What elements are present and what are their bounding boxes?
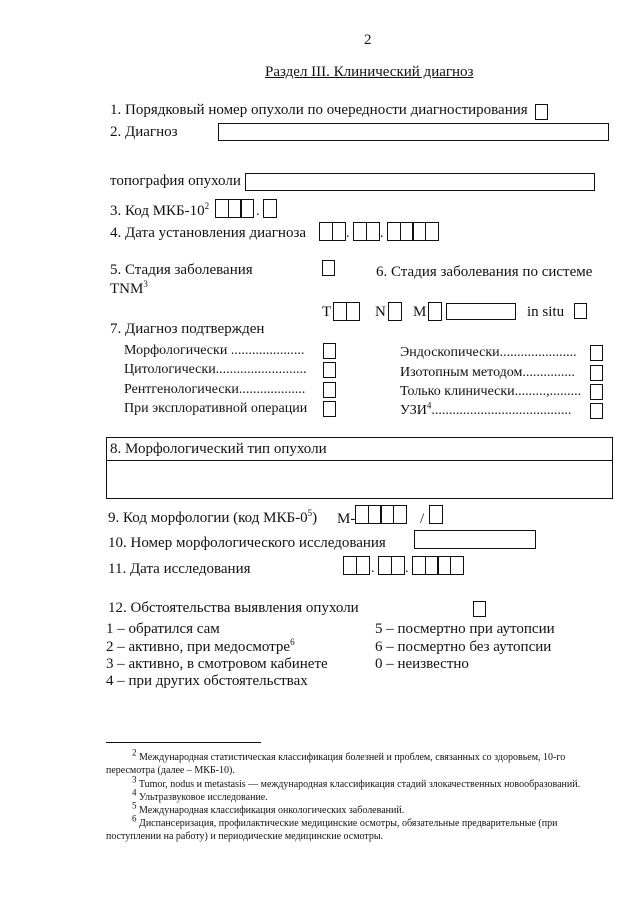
section-title: Раздел III. Клинический диагноз xyxy=(265,64,474,80)
confirm-ultrasound-label: УЗИ$^4$........................................ xyxy=(400,400,572,418)
item-5-label: 5. Стадия заболевания xyxy=(110,262,253,278)
footnote-2: $^2$ Международная статистическая классификация болезней и проблем, связанных со здоровьем, 10-го xyxy=(132,747,566,763)
study-date-year[interactable] xyxy=(412,556,462,575)
footnote-5: $^5$ Международная классификация онкологических заболеваний. xyxy=(132,800,405,816)
confirm-cytology-checkbox[interactable] xyxy=(323,362,336,378)
diagnosis-date-month[interactable] xyxy=(353,222,378,241)
item-6-label: 6. Стадия заболевания по системе xyxy=(376,264,593,280)
icd10-dot: . xyxy=(256,204,260,219)
confirm-isotope-label: Изотопным методом............... xyxy=(400,365,575,380)
confirm-morphology-label: Морфологически ..................... xyxy=(124,343,305,358)
item-10-label: 10. Номер морфологического исследования xyxy=(108,535,386,551)
topography-field[interactable] xyxy=(245,173,595,191)
study-date-month[interactable] xyxy=(378,556,403,575)
morphology-number-field[interactable] xyxy=(414,530,536,549)
confirm-endoscopy-label: Эндоскопически...................... xyxy=(400,345,577,360)
diagnosis-date-day[interactable] xyxy=(319,222,344,241)
date-dot: . xyxy=(380,226,384,241)
tnm-t-cells[interactable] xyxy=(333,302,358,321)
footnote-rule xyxy=(106,742,261,743)
diagnosis-field[interactable] xyxy=(218,123,609,141)
item-4-label: 4. Дата установления диагноза xyxy=(110,225,307,241)
confirm-surgery-checkbox[interactable] xyxy=(323,401,336,417)
footnote-4: $^4$ Ультразвуковое исследование. xyxy=(132,787,268,803)
option-6: 6 – посмертно без аутопсии xyxy=(375,639,552,655)
option-4: 4 – при других обстоятельствах xyxy=(106,673,308,689)
footnote-6: $^6$ Диспансеризация, профилактические медицинские осмотры, обязательные предварительные (при xyxy=(132,813,558,829)
item-7-label: 7. Диагноз подтвержден xyxy=(110,321,265,337)
confirm-isotope-checkbox[interactable] xyxy=(590,365,603,381)
in-situ-label: in situ xyxy=(527,304,565,320)
footnote-3: $^3$ Tumor, nodus и metastasis — международная классификация стадий злокачественных новообразований. xyxy=(132,774,581,790)
item-2-label: 2. Диагноз xyxy=(110,124,178,140)
confirm-clinical-checkbox[interactable] xyxy=(590,384,603,400)
tumor-order-checkbox[interactable] xyxy=(535,104,548,120)
tnm-m-field[interactable] xyxy=(446,303,516,320)
confirm-xray-label: Рентгенологически................... xyxy=(124,382,306,397)
morphology-type-divider xyxy=(107,460,612,461)
confirm-morphology-checkbox[interactable] xyxy=(323,343,336,359)
confirm-xray-checkbox[interactable] xyxy=(323,382,336,398)
tnm-m-cell[interactable] xyxy=(428,302,441,321)
footnote-2-cont: пересмотра (далее – МКБ-10). xyxy=(106,765,235,776)
tnm-n-label: N xyxy=(375,304,386,320)
option-1: 1 – обратился сам xyxy=(106,621,220,637)
morphology-code-slash: / xyxy=(420,511,425,527)
detection-checkbox[interactable] xyxy=(473,601,486,617)
morphology-code-prefix: M- xyxy=(337,511,356,527)
study-date-dot: . xyxy=(371,561,375,576)
morphology-code-cells[interactable] xyxy=(355,505,405,524)
date-dot: . xyxy=(346,226,350,241)
item-3-label: 3. Код МКБ-$10^2$ xyxy=(110,201,210,219)
item-8-label: 8. Морфологический тип опухоли xyxy=(110,441,327,457)
stage-checkbox[interactable] xyxy=(322,260,335,276)
item-1-label: 1. Порядковый номер опухоли по очередности диагностирования xyxy=(110,102,528,118)
confirm-endoscopy-checkbox[interactable] xyxy=(590,345,603,361)
topography-label: топография опухоли xyxy=(110,173,241,189)
morphology-behavior-cell[interactable] xyxy=(429,505,442,524)
tnm-n-cell[interactable] xyxy=(388,302,401,321)
item-11-label: 11. Дата исследования xyxy=(108,561,251,577)
option-5: 5 – посмертно при аутопсии xyxy=(375,621,555,637)
study-date-dot: . xyxy=(405,561,409,576)
icd10-code-cells[interactable] xyxy=(215,199,253,218)
tnm-m-label: M xyxy=(413,304,427,320)
icd10-subcode-cell[interactable] xyxy=(263,199,276,218)
in-situ-checkbox[interactable] xyxy=(574,303,587,319)
tnm-t-label: T xyxy=(322,304,332,320)
option-3: 3 – активно, в смотровом кабинете xyxy=(106,656,328,672)
confirm-cytology-label: Цитологически.......................... xyxy=(124,362,307,377)
page-number: 2 xyxy=(364,32,372,48)
confirm-ultrasound-checkbox[interactable] xyxy=(590,403,603,419)
study-date-day[interactable] xyxy=(343,556,368,575)
item-9-label: 9. Код морфологии (код МКБ-$0^5$) xyxy=(108,508,318,526)
confirm-clinical-label: Только клинически.........,......... xyxy=(400,384,582,399)
item-12-label: 12. Обстоятельства выявления опухоли xyxy=(108,600,359,616)
option-0: 0 – неизвестно xyxy=(375,656,469,672)
confirm-surgery-label: При эксплоративной операции xyxy=(124,401,308,416)
footnote-6-cont: поступлении на работу) и периодические медицинские осмотры. xyxy=(106,831,384,842)
item-5-tnm: TNM$^3$ xyxy=(110,279,148,297)
diagnosis-date-year[interactable] xyxy=(387,222,437,241)
option-2: 2 – активно, при медосмотре$^6$ xyxy=(106,637,295,655)
